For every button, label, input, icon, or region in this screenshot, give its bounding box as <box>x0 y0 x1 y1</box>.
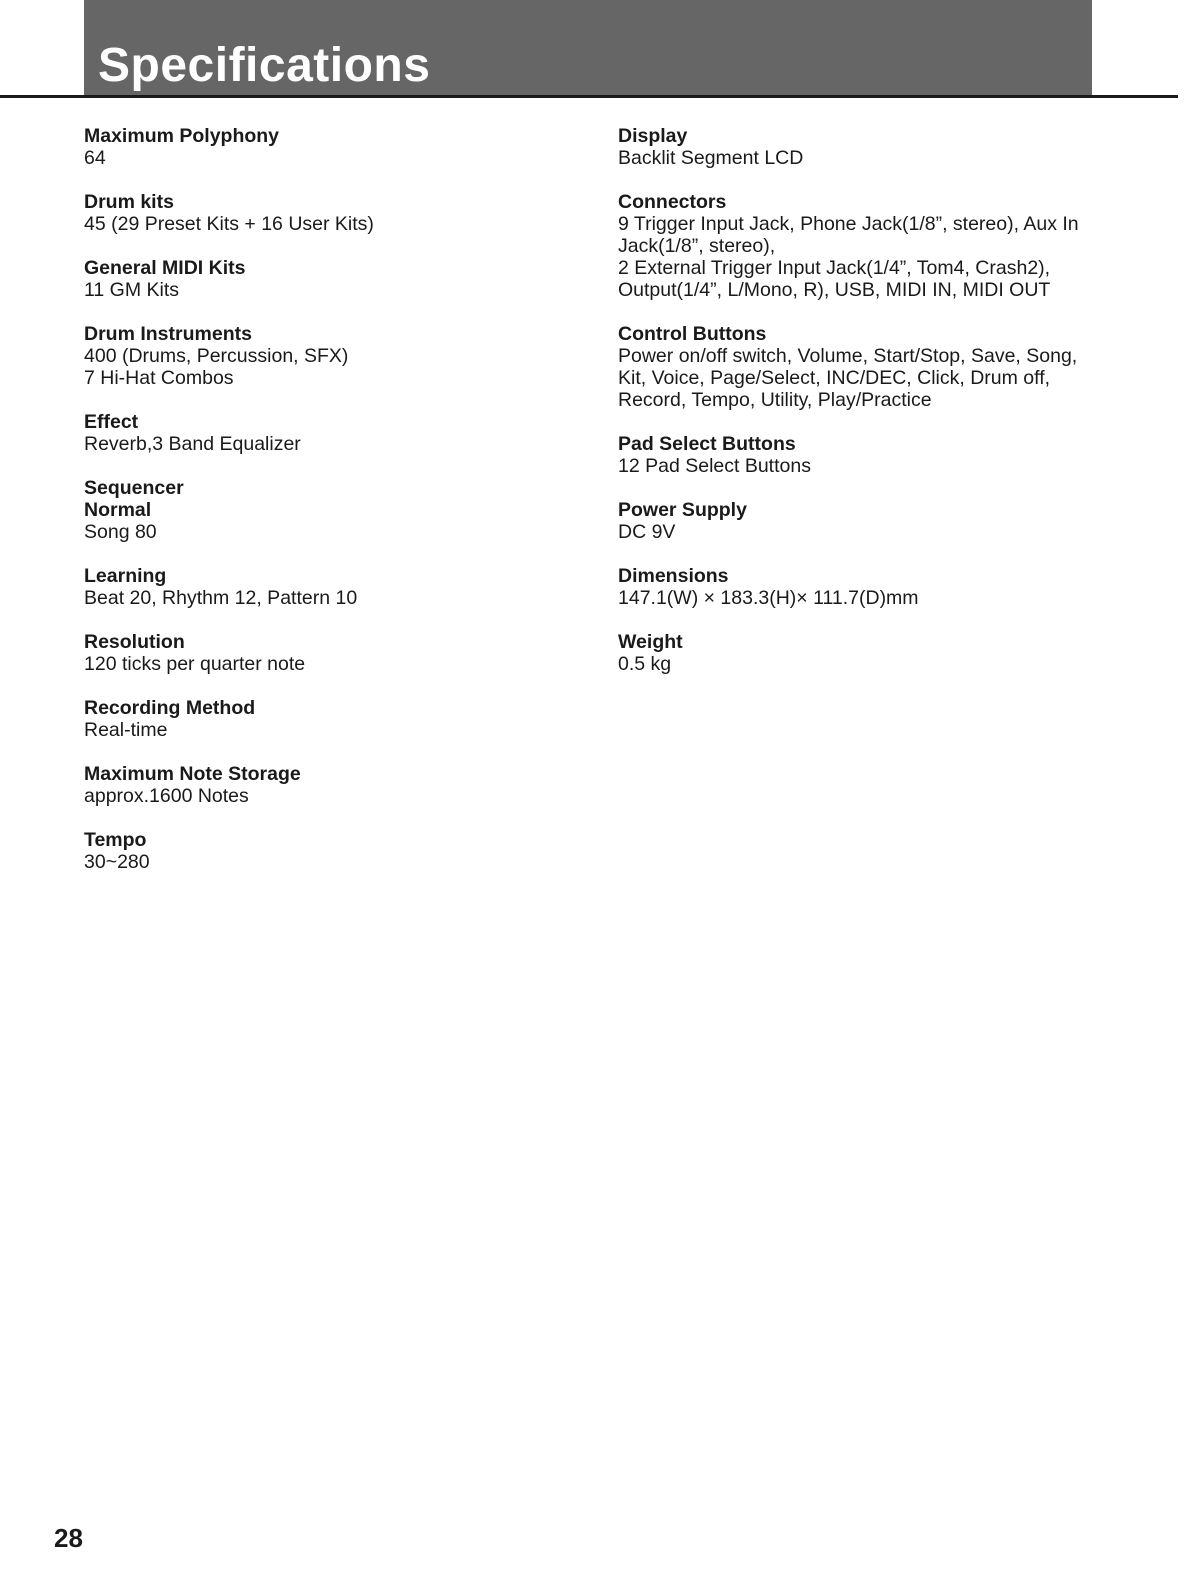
spec-value: Jack(1/8”, stereo), <box>618 235 776 257</box>
spec-block <box>84 763 584 807</box>
spec-value: Output(1/4”, L/Mono, R), USB, MIDI IN, MIDI OUT <box>618 279 1051 301</box>
spec-block <box>618 323 1098 411</box>
spec-value: approx.1600 Notes <box>84 785 249 807</box>
spec-value: DC 9V <box>618 521 676 543</box>
spec-block <box>618 191 1098 301</box>
page-number: 28 <box>54 1523 83 1553</box>
spec-title: General MIDI Kits <box>84 257 246 279</box>
spec-value: Backlit Segment LCD <box>618 147 804 169</box>
specs-right-column <box>618 125 1098 697</box>
spec-title: Dimensions <box>618 565 729 587</box>
spec-block <box>618 565 1098 609</box>
spec-title: Maximum Note Storage <box>84 763 301 785</box>
spec-block <box>618 499 1098 543</box>
spec-block <box>84 697 584 741</box>
spec-title: Effect <box>84 411 139 433</box>
specs-left-column <box>84 125 584 895</box>
spec-value: 7 Hi-Hat Combos <box>84 367 234 389</box>
spec-value: 0.5 kg <box>618 653 672 675</box>
spec-value: Real-time <box>84 719 168 741</box>
spec-value: Reverb,3 Band Equalizer <box>84 433 301 455</box>
spec-title: Learning <box>84 565 167 587</box>
header-rule <box>0 95 1178 98</box>
spec-title: Tempo <box>84 829 147 851</box>
spec-title: Weight <box>618 631 683 653</box>
spec-block <box>618 125 1098 169</box>
spec-title: Recording Method <box>84 697 256 719</box>
spec-title: Resolution <box>84 631 185 653</box>
spec-block <box>618 631 1098 675</box>
spec-value: 120 ticks per quarter note <box>84 653 306 675</box>
spec-subtitle: Normal <box>84 499 152 521</box>
spec-block <box>84 257 584 301</box>
spec-value: 30~280 <box>84 851 150 873</box>
spec-title: Drum kits <box>84 191 174 213</box>
spec-block <box>84 477 584 543</box>
spec-title: Control Buttons <box>618 323 767 345</box>
page-title: Specifications <box>98 39 431 92</box>
spec-value: 9 Trigger Input Jack, Phone Jack(1/8”, stereo), Aux In <box>618 213 1079 235</box>
spec-value: 12 Pad Select Buttons <box>618 455 811 477</box>
spec-block <box>84 125 584 169</box>
spec-value: Beat 20, Rhythm 12, Pattern 10 <box>84 587 358 609</box>
spec-block <box>618 433 1098 477</box>
spec-value: Record, Tempo, Utility, Play/Practice <box>618 389 932 411</box>
spec-block <box>84 565 584 609</box>
spec-value: 64 <box>84 147 106 169</box>
spec-block <box>84 191 584 235</box>
spec-title: Drum Instruments <box>84 323 252 345</box>
spec-block <box>84 829 584 873</box>
spec-value: 147.1(W) × 183.3(H)× 111.7(D)mm <box>618 587 919 609</box>
spec-title: Power Supply <box>618 499 747 521</box>
spec-block <box>84 323 584 389</box>
spec-title: Connectors <box>618 191 727 213</box>
spec-value: Kit, Voice, Page/Select, INC/DEC, Click, Drum off, <box>618 367 1051 389</box>
spec-block <box>84 631 584 675</box>
header-band <box>84 0 1092 96</box>
spec-title: Sequencer <box>84 477 184 499</box>
spec-block <box>84 411 584 455</box>
spec-title: Maximum Polyphony <box>84 125 280 147</box>
spec-value: 400 (Drums, Percussion, SFX) <box>84 345 349 367</box>
spec-title: Pad Select Buttons <box>618 433 796 455</box>
spec-title: Display <box>618 125 688 147</box>
spec-value: 45 (29 Preset Kits + 16 User Kits) <box>84 213 374 235</box>
spec-value: Power on/off switch, Volume, Start/Stop, Save, Song, <box>618 345 1078 367</box>
spec-value: Song 80 <box>84 521 157 543</box>
spec-value: 11 GM Kits <box>84 279 179 301</box>
spec-value: 2 External Trigger Input Jack(1/4”, Tom4, Crash2), <box>618 257 1051 279</box>
